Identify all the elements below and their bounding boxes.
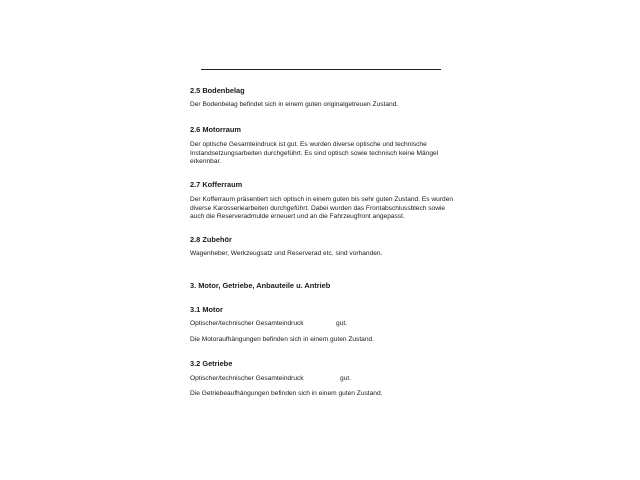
text-getriebe: Die Getriebeaufhängungen befinden sich in einem guten Zustand. xyxy=(190,390,383,397)
rating-row-motor xyxy=(190,320,347,327)
rating-row-getriebe xyxy=(190,375,351,382)
heading-kofferraum: 2.7 Kofferraum xyxy=(190,180,243,189)
rating-label: Optischer/technischer Gesamteindruck xyxy=(190,375,304,382)
text-line: Instandsetzungsarbeiten durchgeführt. Es sind optisch sowie technisch keine Mängel xyxy=(190,149,439,157)
heading-motorraum: 2.6 Motorraum xyxy=(190,125,241,134)
heading-getriebe: 3.2 Getriebe xyxy=(190,359,233,368)
rating-value: gut. xyxy=(336,320,347,327)
rating-label: Optischer/technischer Gesamteindruck xyxy=(190,320,304,327)
heading-motor-getriebe: 3. Motor, Getriebe, Anbauteile u. Antrieb xyxy=(190,281,331,290)
text-zubehoer: Wagenheber, Werkzeugsatz und Reserverad etc. sind vorhanden. xyxy=(190,250,383,257)
text-bodenbelag: Der Bodenbelag befindet sich in einem guten originalgetreuen Zustand. xyxy=(190,101,399,108)
heading-zubehoer: 2.8 Zubehör xyxy=(190,235,232,244)
text-kofferraum xyxy=(190,196,470,222)
header-rule xyxy=(201,69,441,70)
heading-bodenbelag: 2.5 Bodenbelag xyxy=(190,86,245,95)
text-line: diverse Karosseriearbeiten durchgeführt. Dabei wurden das Frontabschlussblech sowie xyxy=(190,204,446,212)
heading-motor: 3.1 Motor xyxy=(190,305,223,314)
text-line: erkennbar. xyxy=(190,158,222,166)
text-motorraum xyxy=(190,141,470,167)
text-motor: Die Motoraufhängungen befinden sich in einem guten Zustand. xyxy=(190,336,375,343)
text-line: auch die Reserveradmulde erneuert und an die Fahrzeugfront angepasst. xyxy=(190,213,405,221)
text-line: Der Kofferraum präsentiert sich optisch in einem guten bis sehr guten Zustand. Es wurden xyxy=(190,196,454,203)
rating-value: gut. xyxy=(340,375,351,382)
text-line: Der optische Gesamteindruck ist gut. Es wurden diverse optische und technische xyxy=(190,141,427,148)
